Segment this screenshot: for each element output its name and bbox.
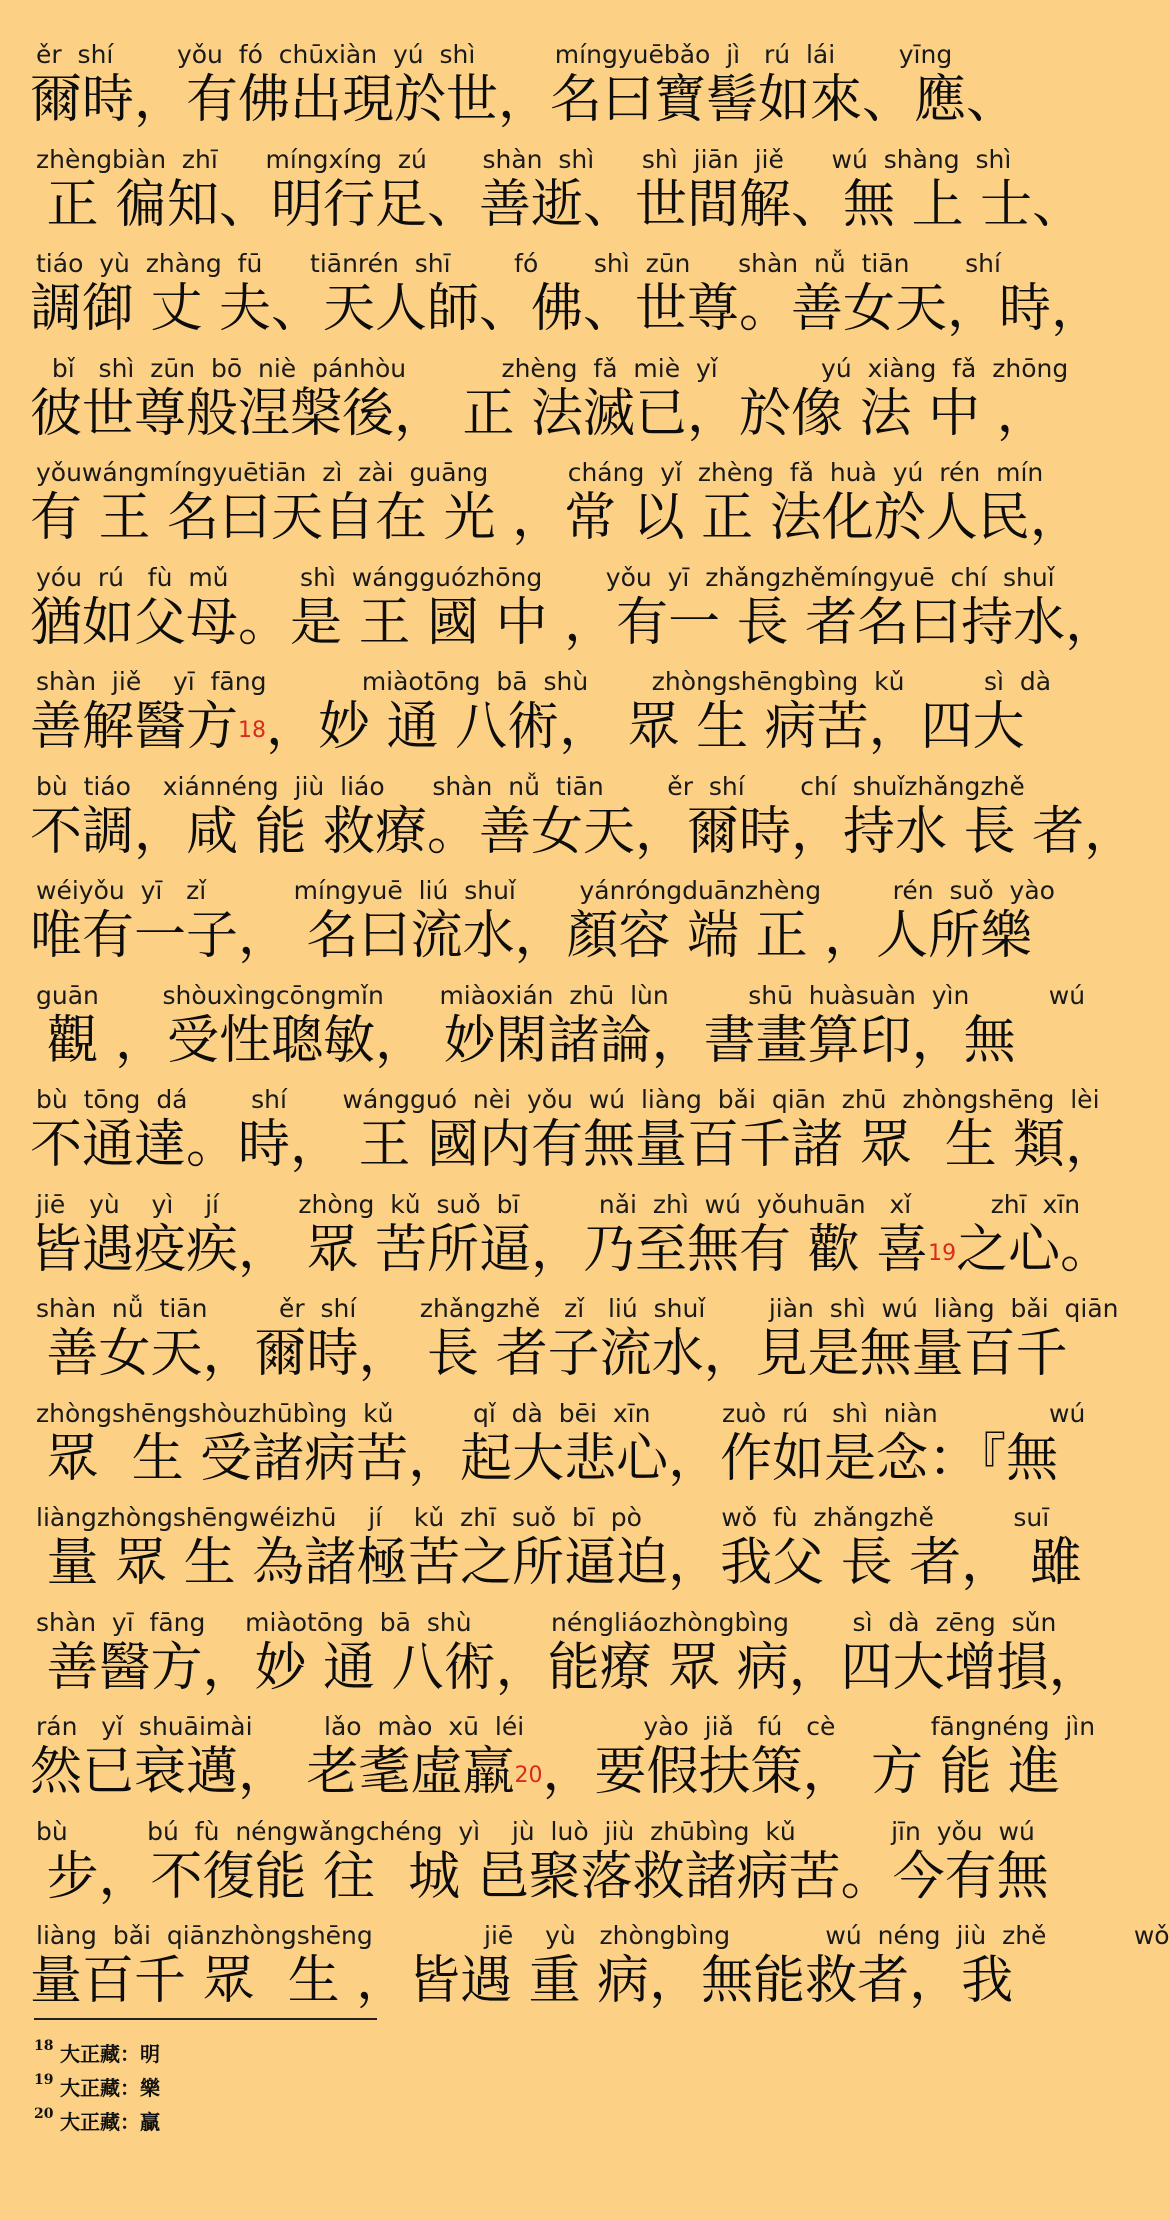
pinyin-line: shàn yī fāng miàotōng bā shù néngliáozhòngbìng sì dà zēng sǔn bbox=[36, 1607, 1057, 1637]
chinese-line bbox=[30, 1949, 1050, 2013]
pinyin-line: shàn nǚ tiān ěr shí zhǎngzhě zǐ liú shuǐ jiàn shì wú liàng bǎi qiān bbox=[36, 1294, 1119, 1323]
footnote-text: 大正藏：贏 bbox=[60, 2110, 160, 2134]
text-line bbox=[0, 38, 1080, 142]
text-line bbox=[0, 979, 1086, 1083]
pinyin-line: bù tiáo xiánnéng jiù liáo shàn nǚ tiān ěr shí chí shuǐzhǎngzhě bbox=[36, 771, 1025, 801]
chinese-text: 猶如父母。是 王 國 中 ，有一 長 者名曰持水， bbox=[30, 592, 1118, 653]
chinese-text: 調御 丈 夫、天人師、佛、世尊。善女天，時， bbox=[30, 279, 1104, 339]
text-line bbox=[0, 1188, 1113, 1292]
chinese-line bbox=[30, 173, 1085, 237]
chinese-text: 善解醫方 bbox=[30, 697, 239, 757]
footnote-number: 19 bbox=[34, 2072, 54, 2088]
pinyin-line: rán yǐ shuāimài lǎo mào xū léi yào jiǎ fú cè fāngnéng jìn bbox=[36, 1712, 1096, 1741]
chinese-text: 皆遇疫疾， 眾 苦所逼，乃至無有 歡 喜 bbox=[30, 1219, 929, 1280]
text-line bbox=[0, 456, 1080, 560]
text-line bbox=[0, 1292, 1119, 1396]
chinese-line bbox=[30, 486, 1082, 550]
chinese-line bbox=[30, 695, 1050, 759]
pinyin-line: bù bú fù néngwǎngchéng yì jù luò jiù zhūbìng kǔ jīn yǒu wú bbox=[36, 1816, 1035, 1846]
chinese-text: 然已衰邁， 老耄虛羸 bbox=[30, 1742, 515, 1802]
chinese-text: 唯有一子， 名曰流水，顏容 端 正 ，人所樂 bbox=[30, 906, 1033, 966]
chinese-line bbox=[30, 800, 1137, 864]
pinyin-line: bǐ shì zūn bō niè pánhòu zhèng fǎ miè yǐ yú xiàng fǎ zhōng bbox=[36, 353, 1069, 383]
pinyin-line: shàn jiě yī fāng miàotōng bā shù zhòngshēngbìng kǔ sì dà bbox=[36, 667, 1052, 696]
chinese-line bbox=[30, 591, 1118, 655]
pinyin-line: zhèngbiàn zhī míngxíng zú shàn shì shì jiān jiě wú shàng shì bbox=[36, 144, 1012, 174]
footnotes bbox=[34, 2038, 160, 2140]
chinese-text: 量百千 眾 生 ，皆遇 重 病，無能救者，我 bbox=[30, 1951, 1014, 2011]
footnote bbox=[34, 2072, 160, 2106]
chinese-text: ，妙 通 八術， 眾 生 病苦，四大 bbox=[266, 697, 1025, 757]
pinyin-line: liàngzhòngshēngwéizhū jí kǔ zhī suǒ bī pò wǒ fù zhǎngzhě suī bbox=[36, 1503, 1050, 1532]
chinese-line bbox=[30, 1531, 1082, 1595]
text-line bbox=[0, 1083, 1118, 1187]
pinyin-line: guān shòuxìngcōngmǐn miàoxián zhū lùn shū huàsuàn yìn wú bbox=[36, 980, 1086, 1010]
footnote-text: 大正藏：明 bbox=[60, 2042, 160, 2066]
pinyin-line: jiē yù yì jí zhòng kǔ suǒ bī nǎi zhì wú yǒuhuān xǐ zhī xīn bbox=[36, 1189, 1081, 1219]
chinese-text: 不調，咸 能 救療。善女天，爾時，持水 長 者， bbox=[30, 801, 1137, 862]
text-line bbox=[0, 247, 1104, 351]
chinese-line bbox=[30, 1636, 1101, 1700]
text-line bbox=[0, 561, 1118, 665]
chinese-line bbox=[30, 1740, 1061, 1804]
text-line bbox=[0, 1397, 1086, 1501]
chinese-line bbox=[30, 1427, 1059, 1491]
chinese-text: 善女天，爾時， 長 者子流水，見是無量百千 bbox=[30, 1324, 1068, 1384]
footnote-divider bbox=[34, 2018, 377, 2020]
chinese-text: 正 徧知、明行足、善逝、世間解、無 上 士、 bbox=[30, 174, 1085, 235]
footnote-marker[interactable]: 19 bbox=[928, 1240, 957, 1266]
chinese-text: 觀 ，受性聰敏， 妙閑諸論，書畫算印，無 bbox=[30, 1010, 1016, 1071]
pinyin-line: zhòngshēngshòuzhūbìng kǔ qǐ dà bēi xīn zuò rú shì niàn wú bbox=[36, 1398, 1086, 1428]
chinese-line bbox=[30, 68, 1050, 132]
footnote-text: 大正藏：樂 bbox=[60, 2076, 160, 2100]
chinese-line bbox=[30, 904, 1050, 968]
footnote-number: 20 bbox=[34, 2106, 54, 2122]
footnote-marker[interactable]: 18 bbox=[238, 718, 267, 743]
chinese-text: 善醫方，妙 通 八術，能療 眾 病，四大增損， bbox=[30, 1637, 1101, 1698]
footnote-marker[interactable]: 20 bbox=[514, 1763, 543, 1788]
chinese-text: 眾 生 受諸病苦，起大悲心，作如是念：『無 bbox=[30, 1428, 1059, 1489]
chinese-text: 不通達。時， 王 國内有無量百千諸 眾 生 類， bbox=[30, 1115, 1118, 1175]
text-line bbox=[0, 143, 1085, 247]
text-line bbox=[0, 352, 1080, 456]
chinese-text: 步，不復能 往 城 邑聚落救諸病苦。今有無 bbox=[30, 1846, 1049, 1907]
pinyin-line: bù tōng dá shí wángguó nèi yǒu wú liàng bǎi qiān zhū zhòngshēng lèi bbox=[36, 1085, 1100, 1114]
chinese-line bbox=[30, 382, 1050, 446]
pinyin-line: yǒuwángmíngyuētiān zì zài guāng cháng yǐ zhèng fǎ huà yú rén mín bbox=[36, 458, 1044, 487]
chinese-line bbox=[30, 1845, 1050, 1909]
chinese-line bbox=[30, 1009, 1050, 1073]
pinyin-line: ěr shí yǒu fó chūxiàn yú shì míngyuēbǎo jì rú lái yīng bbox=[36, 40, 953, 69]
pinyin-line: yóu rú fù mǔ shì wángguózhōng yǒu yī zhǎngzhěmíngyuē chí shuǐ bbox=[36, 562, 1055, 592]
text-line bbox=[0, 1501, 1080, 1605]
chinese-text: ，要假扶策， 方 能 進 bbox=[542, 1742, 1061, 1802]
pinyin-line: wéiyǒu yī zǐ míngyuē liú shuǐ yánróngduānzhèng rén suǒ yào bbox=[36, 876, 1055, 905]
footnote-number: 18 bbox=[34, 2038, 54, 2054]
text-line bbox=[0, 1815, 1080, 1919]
text-line bbox=[0, 1919, 1170, 2023]
chinese-line bbox=[30, 1113, 1118, 1177]
chinese-text: 之心。 bbox=[956, 1219, 1113, 1280]
pinyin-line: tiáo yù zhàng fū tiānrén shī fó shì zūn shàn nǚ tiān shí bbox=[36, 249, 1001, 278]
chinese-line bbox=[30, 1218, 1113, 1282]
text-line bbox=[0, 665, 1080, 769]
chinese-text: 量 眾 生 為諸極苦之所逼迫，我父 長 者， 雖 bbox=[30, 1533, 1082, 1593]
text-line bbox=[0, 770, 1137, 874]
text-line bbox=[0, 874, 1080, 978]
text-line bbox=[0, 1710, 1096, 1814]
chinese-text: 彼世尊般涅槃後， 正 法滅已，於像 法 中 ， bbox=[30, 383, 1049, 444]
text-line bbox=[0, 1606, 1101, 1710]
chinese-line bbox=[30, 1322, 1068, 1386]
chinese-line bbox=[30, 277, 1104, 341]
chinese-text: 爾時，有佛出現於世，名曰寶髻如來、應、 bbox=[30, 70, 1019, 130]
chinese-text: 有 王 名曰天自在 光 ，常 以 正 法化於人民， bbox=[30, 488, 1082, 548]
footnote bbox=[34, 2106, 160, 2140]
pinyin-line: liàng bǎi qiānzhòngshēng jiē yù zhòngbìng wú néng jiù zhě wǒ bbox=[36, 1921, 1170, 1950]
footnote bbox=[34, 2038, 160, 2072]
